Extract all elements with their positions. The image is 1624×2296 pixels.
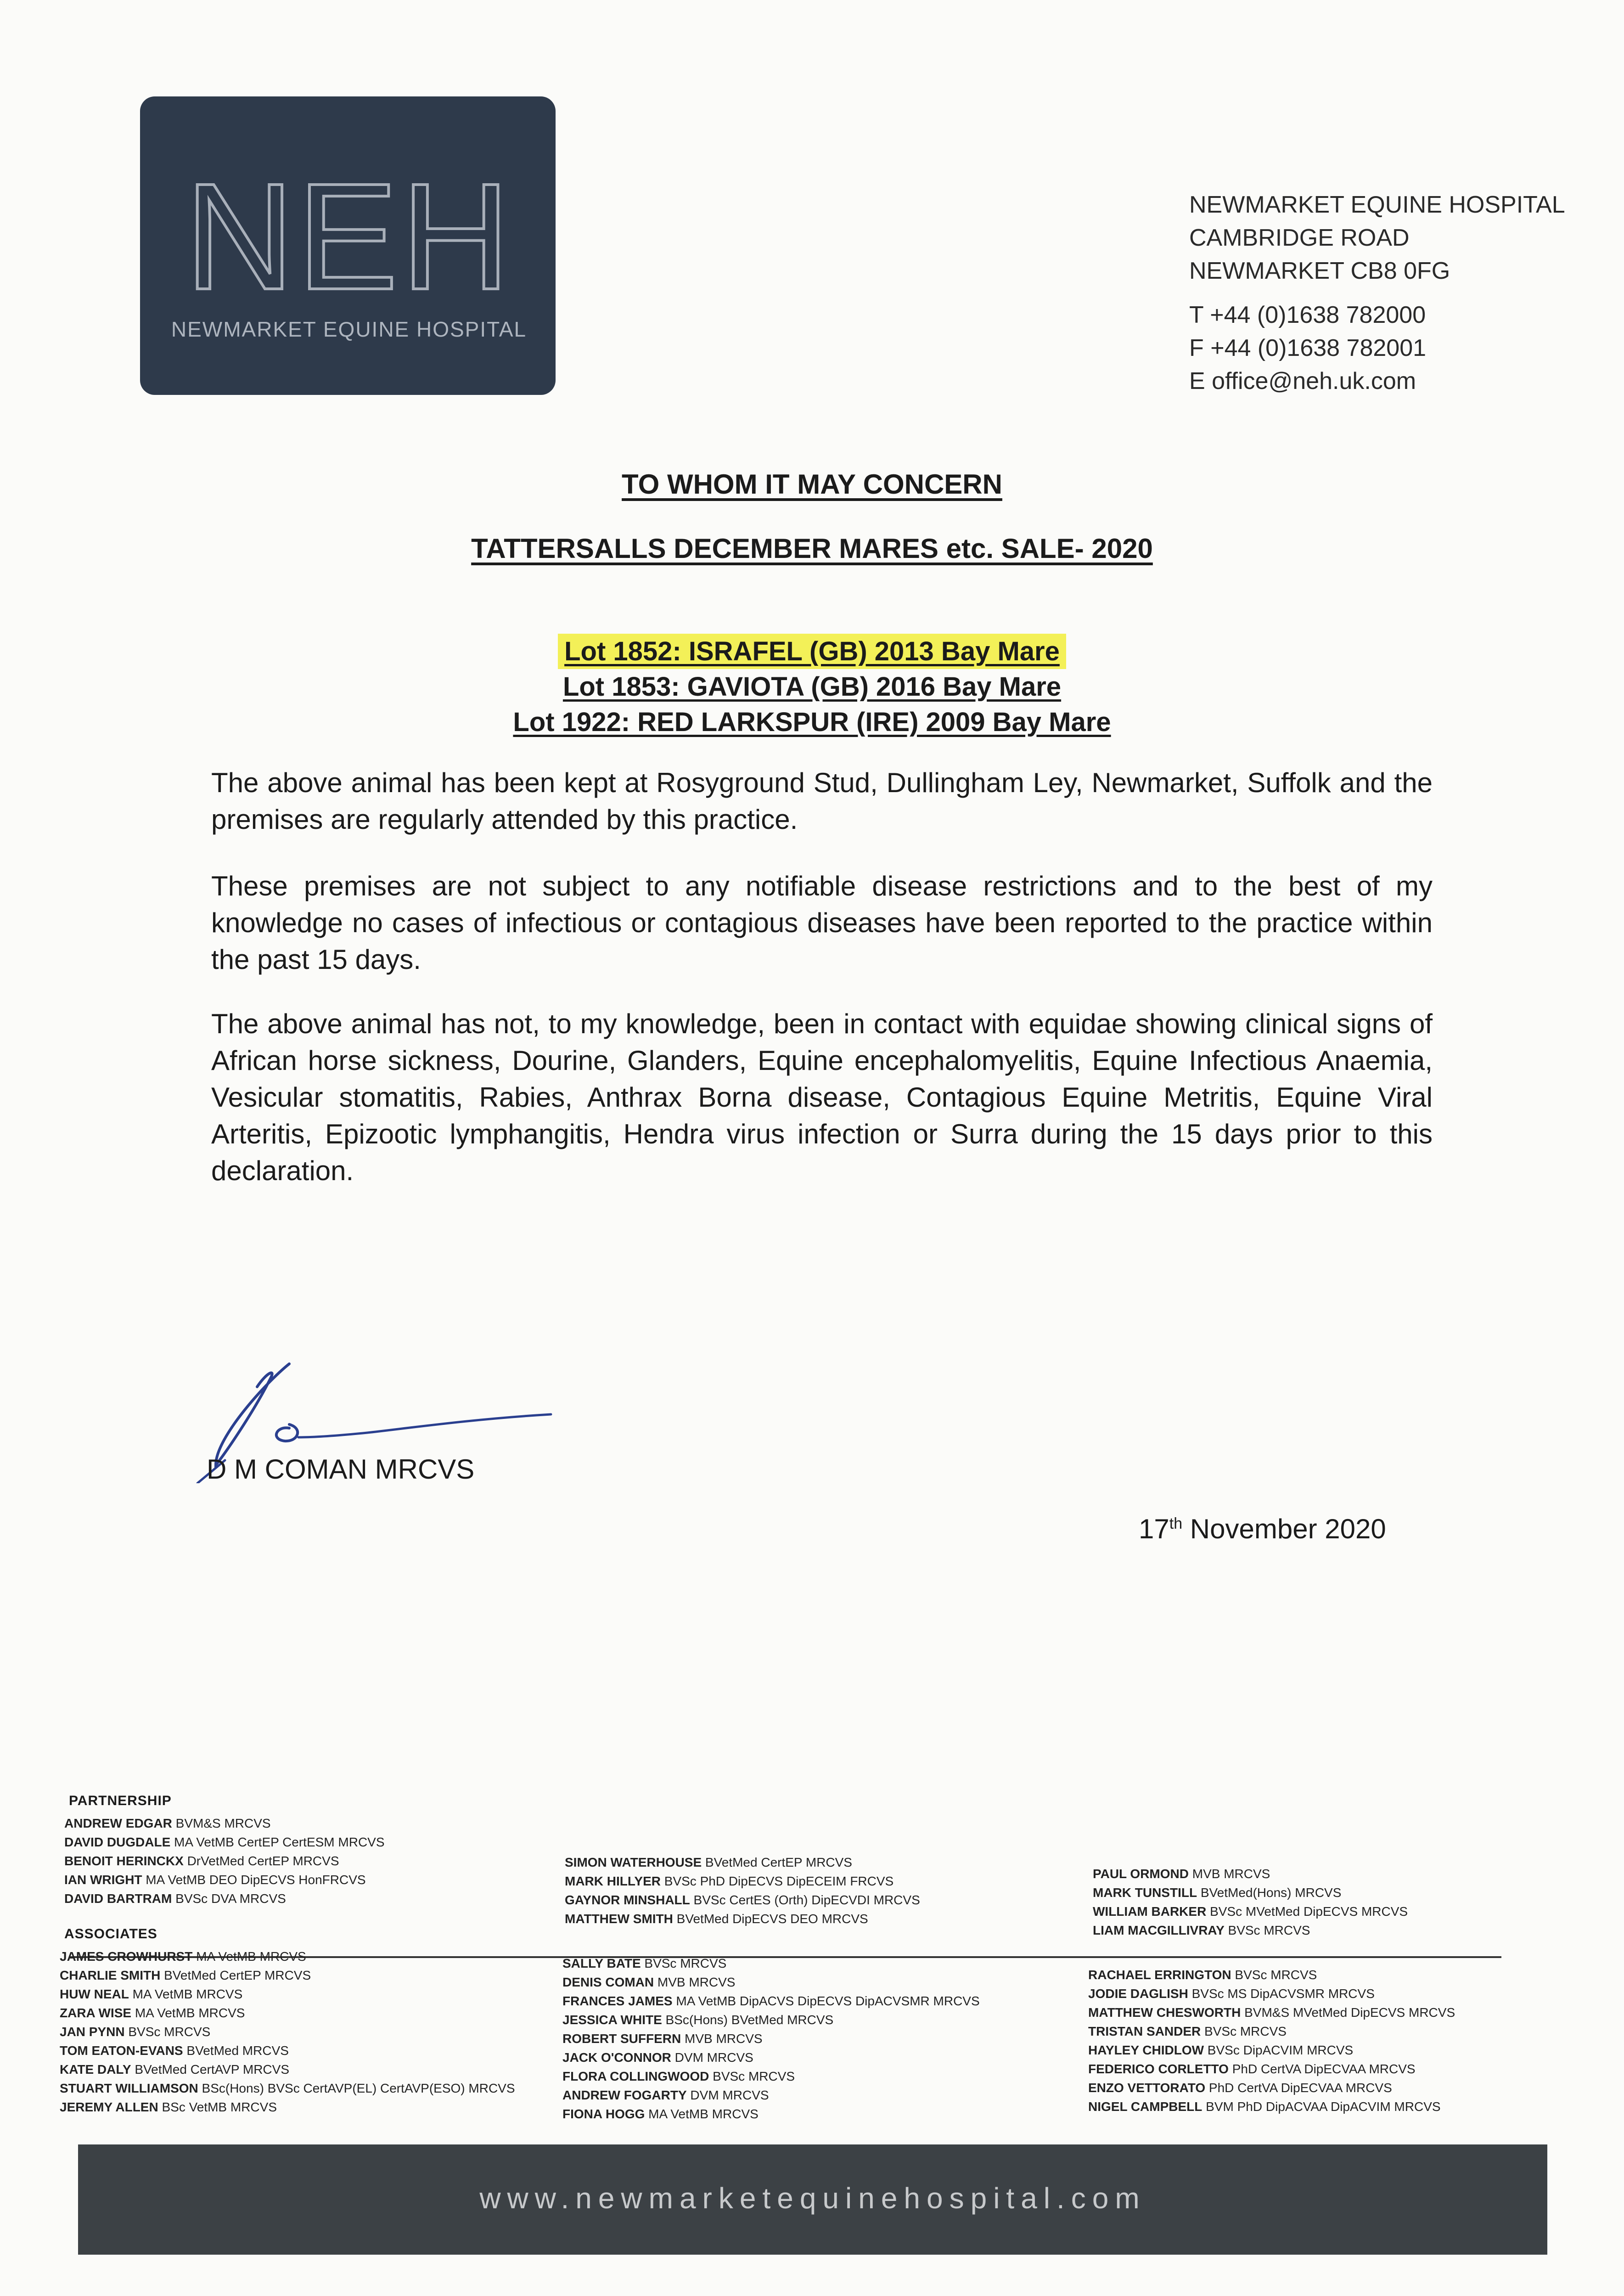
staff-name: JAMES CROWHURST: [60, 1949, 193, 1964]
staff-qualifications: PhD CertVA DipECVAA MRCVS: [1228, 2062, 1416, 2076]
staff-name: FIONA HOGG: [562, 2107, 645, 2121]
staff-entry: [1088, 2060, 1455, 2078]
staff-name: ZARA WISE: [60, 2006, 132, 2020]
staff-entry: [60, 2098, 515, 2116]
partners-column-2: [565, 1853, 920, 1928]
staff-name: PAUL ORMOND: [1093, 1867, 1189, 1881]
staff-qualifications: BSc(Hons) BVetMed MRCVS: [662, 2013, 834, 2027]
staff-name: ANDREW EDGAR: [64, 1816, 172, 1830]
staff-entry: [562, 1973, 980, 1992]
staff-qualifications: BSc(Hons) BVSc CertAVP(EL) CertAVP(ESO) MRCVS: [198, 2081, 515, 2095]
staff-name: DENIS COMAN: [562, 1975, 654, 1989]
staff-entry: [565, 1909, 920, 1928]
address-email: E office@neh.uk.com: [1189, 368, 1416, 394]
staff-name: JODIE DAGLISH: [1088, 1986, 1188, 2001]
staff-name: DAVID DUGDALE: [64, 1835, 171, 1849]
staff-entry: [1088, 2078, 1455, 2097]
staff-qualifications: BVetMed MRCVS: [183, 2043, 289, 2058]
address-line-3: NEWMARKET CB8 0FG: [1189, 258, 1450, 284]
staff-entry: [64, 1814, 385, 1833]
staff-entry: [60, 2041, 515, 2060]
paragraph-contact: The above animal has not, to my knowledge, been in contact with equidae showing clinical signs of African horse sickness, Dourine, Glanders, Equine encephalomyelitis, Equine Infectious Anaemia, Vesicular stomatitis, Rabies, Anthrax Borna disease, Contagious Equine Metritis, Equine Viral Arteritis, Epizootic lymphangitis, Hendra virus infection or Surra during the 15 days prior to this declaration.: [211, 1008, 1433, 1186]
staff-name: RACHAEL ERRINGTON: [1088, 1968, 1231, 1982]
staff-entry: [562, 2029, 980, 2048]
staff-qualifications: MA VetMB DEO DipECVS HonFRCVS: [142, 1873, 366, 1887]
staff-entry: [562, 1954, 980, 1973]
staff-name: HAYLEY CHIDLOW: [1088, 2043, 1204, 2057]
address-phone: T +44 (0)1638 782000: [1189, 302, 1426, 328]
staff-qualifications: DVM MRCVS: [686, 2088, 769, 2102]
staff-name: MATTHEW CHESWORTH: [1088, 2005, 1241, 2020]
staff-name: SIMON WATERHOUSE: [565, 1855, 702, 1869]
staff-qualifications: BVSc MRCVS: [641, 1956, 727, 1970]
date-month-year: November 2020: [1182, 1514, 1386, 1544]
staff-qualifications: BVM&S MRCVS: [172, 1816, 271, 1830]
date-day: 17: [1139, 1514, 1169, 1544]
staff-name: JAN PYNN: [60, 2025, 125, 2039]
staff-entry: [562, 2086, 980, 2105]
footer-website: www.newmarketequinehospital.com: [479, 2182, 1146, 2215]
partners-column-3: [1093, 1864, 1408, 1940]
partnership-label: PARTNERSHIP: [69, 1793, 172, 1808]
staff-name: JEREMY ALLEN: [60, 2100, 158, 2114]
staff-entry: [64, 1833, 385, 1851]
staff-qualifications: BVetMed CertEP MRCVS: [702, 1855, 852, 1869]
staff-entry: [1088, 2041, 1455, 2060]
paragraph-restrictions: These premises are not subject to any notifiable disease restrictions and to the best of my knowledge no cases of infectious or contagious diseases have been reported to the practice within the past 15 days.: [211, 871, 1433, 975]
staff-qualifications: BVSc MRCVS: [1224, 1923, 1310, 1937]
staff-qualifications: BSc VetMB MRCVS: [158, 2100, 277, 2114]
staff-entry: [1088, 2097, 1455, 2116]
staff-entry: [562, 2010, 980, 2029]
staff-name: FRANCES JAMES: [562, 1994, 673, 2008]
staff-qualifications: BVSc MRCVS: [709, 2069, 795, 2083]
staff-qualifications: MA VetMB MRCVS: [129, 1987, 243, 2001]
letter-date: [1139, 1513, 1386, 1545]
staff-entry: [60, 1966, 515, 1985]
staff-entry: [1093, 1902, 1408, 1921]
staff-name: DAVID BARTRAM: [64, 1891, 172, 1906]
logo-subtitle: NEWMARKET EQUINE HOSPITAL: [171, 317, 527, 341]
staff-entry: [565, 1872, 920, 1891]
staff-entry: [60, 1985, 515, 2003]
staff-qualifications: MVB MRCVS: [654, 1975, 736, 1989]
staff-name: TOM EATON-EVANS: [60, 2043, 183, 2058]
staff-qualifications: BVSc DVA MRCVS: [172, 1891, 286, 1906]
staff-qualifications: PhD CertVA DipECVAA MRCVS: [1205, 2081, 1392, 2095]
partners-column-1: [64, 1814, 385, 1908]
lot-1852: Lot 1852: ISRAFEL (GB) 2013 Bay Mare: [558, 634, 1066, 669]
staff-entry: [1088, 1965, 1455, 1984]
associates-column-3: [1088, 1965, 1455, 2116]
neh-logo: [140, 96, 556, 395]
staff-entry: [64, 1851, 385, 1870]
staff-qualifications: BVSc CertES (Orth) DipECVDI MRCVS: [690, 1893, 920, 1907]
staff-qualifications: BVetMed DipECVS DEO MRCVS: [673, 1912, 868, 1926]
lot-line-2: [0, 671, 1624, 702]
staff-name: BENOIT HERINCKX: [64, 1854, 184, 1868]
staff-entry: [60, 2022, 515, 2041]
staff-entry: [562, 2048, 980, 2067]
staff-entry: [565, 1891, 920, 1909]
date-suffix: th: [1169, 1515, 1183, 1532]
staff-entry: [60, 2003, 515, 2022]
staff-entry: [1093, 1883, 1408, 1902]
staff-name: JACK O'CONNOR: [562, 2050, 671, 2065]
address-line-2: CAMBRIDGE ROAD: [1189, 225, 1410, 251]
associates-column-1: [60, 1947, 515, 2116]
staff-name: MATTHEW SMITH: [565, 1912, 673, 1926]
staff-qualifications: MA VetMB CertEP CertESM MRCVS: [170, 1835, 385, 1849]
staff-name: FLORA COLLINGWOOD: [562, 2069, 709, 2083]
sale-title: TATTERSALLS DECEMBER MARES etc. SALE- 2020: [471, 533, 1153, 564]
staff-entry: [562, 2105, 980, 2123]
staff-qualifications: BVetMed CertEP MRCVS: [160, 1968, 311, 1982]
staff-qualifications: BVSc DipACVIM MRCVS: [1204, 2043, 1354, 2057]
staff-entry: [1088, 2022, 1455, 2041]
lot-1922: Lot 1922: RED LARKSPUR (IRE) 2009 Bay Mare: [513, 707, 1111, 737]
staff-qualifications: BVSc PhD DipECVS DipECEIM FRCVS: [660, 1874, 894, 1888]
footer-bar: [78, 2144, 1547, 2255]
staff-name: ANDREW FOGARTY: [562, 2088, 687, 2102]
staff-qualifications: BVSc MVetMed DipECVS MRCVS: [1206, 1904, 1408, 1919]
staff-name: NIGEL CAMPBELL: [1088, 2099, 1203, 2114]
staff-entry: [1093, 1921, 1408, 1940]
staff-qualifications: MVB MRCVS: [681, 2032, 763, 2046]
paragraph-premises: The above animal has been kept at Rosyground Stud, Dullingham Ley, Newmarket, Suffolk and the premises are regularly attended by this practice.: [211, 767, 1433, 835]
staff-qualifications: BVM PhD DipACVAA DipACVIM MRCVS: [1202, 2099, 1441, 2114]
staff-qualifications: BVSc MRCVS: [1231, 1968, 1317, 1982]
staff-name: GAYNOR MINSHALL: [565, 1893, 690, 1907]
staff-name: KATE DALY: [60, 2062, 131, 2077]
staff-entry: [64, 1870, 385, 1889]
staff-name: IAN WRIGHT: [64, 1873, 142, 1887]
staff-qualifications: DVM MRCVS: [671, 2050, 753, 2065]
staff-name: HUW NEAL: [60, 1987, 129, 2001]
staff-entry: [60, 2079, 515, 2098]
staff-entry: [1093, 1864, 1408, 1883]
lot-line-1: [0, 636, 1624, 667]
associates-column-2: [562, 1954, 980, 2123]
staff-name: MARK HILLYER: [565, 1874, 661, 1888]
staff-entry: [565, 1853, 920, 1872]
staff-name: FEDERICO CORLETTO: [1088, 2062, 1229, 2076]
staff-qualifications: BVSc MRCVS: [1201, 2024, 1287, 2038]
staff-qualifications: BVM&S MVetMed DipECVS MRCVS: [1241, 2005, 1455, 2020]
lot-1853: Lot 1853: GAVIOTA (GB) 2016 Bay Mare: [562, 672, 1062, 702]
staff-qualifications: BVetMed(Hons) MRCVS: [1197, 1885, 1342, 1900]
staff-qualifications: MA VetMB MRCVS: [192, 1949, 306, 1964]
staff-qualifications: MVB MRCVS: [1188, 1867, 1270, 1881]
staff-entry: [1088, 1984, 1455, 2003]
logo-letters: NEH: [185, 152, 513, 321]
staff-entry: [60, 1947, 515, 1966]
staff-name: MARK TUNSTILL: [1093, 1885, 1197, 1900]
staff-name: WILLIAM BARKER: [1093, 1904, 1207, 1919]
staff-entry: [1088, 2003, 1455, 2022]
staff-name: TRISTAN SANDER: [1088, 2024, 1201, 2038]
staff-entry: [60, 2060, 515, 2079]
staff-name: SALLY BATE: [562, 1956, 641, 1970]
staff-qualifications: BVetMed CertAVP MRCVS: [131, 2062, 289, 2077]
staff-qualifications: MA VetMB MRCVS: [645, 2107, 759, 2121]
address-fax: F +44 (0)1638 782001: [1189, 335, 1427, 361]
staff-entry: [562, 2067, 980, 2086]
staff-name: STUART WILLIAMSON: [60, 2081, 198, 2095]
staff-name: CHARLIE SMITH: [60, 1968, 161, 1982]
staff-entry: [562, 1992, 980, 2010]
staff-qualifications: MA VetMB DipACVS DipECVS DipACVSMR MRCVS: [672, 1994, 980, 2008]
staff-name: ENZO VETTORATO: [1088, 2081, 1206, 2095]
signatory-name: D M COMAN MRCVS: [207, 1454, 475, 1485]
address-line-1: NEWMARKET EQUINE HOSPITAL: [1189, 191, 1565, 218]
lot-line-3: [0, 707, 1624, 737]
staff-qualifications: MA VetMB MRCVS: [131, 2006, 245, 2020]
letter-title: TO WHOM IT MAY CONCERN: [622, 469, 1002, 500]
staff-entry: [64, 1889, 385, 1908]
staff-name: ROBERT SUFFERN: [562, 2032, 681, 2046]
staff-qualifications: BVSc MRCVS: [124, 2025, 211, 2039]
staff-qualifications: BVSc MS DipACVSMR MRCVS: [1188, 1986, 1375, 2001]
staff-qualifications: DrVetMed CertEP MRCVS: [183, 1854, 339, 1868]
staff-name: LIAM MACGILLIVRAY: [1093, 1923, 1225, 1937]
associates-label: ASSOCIATES: [64, 1926, 157, 1941]
staff-name: JESSICA WHITE: [562, 2013, 662, 2027]
